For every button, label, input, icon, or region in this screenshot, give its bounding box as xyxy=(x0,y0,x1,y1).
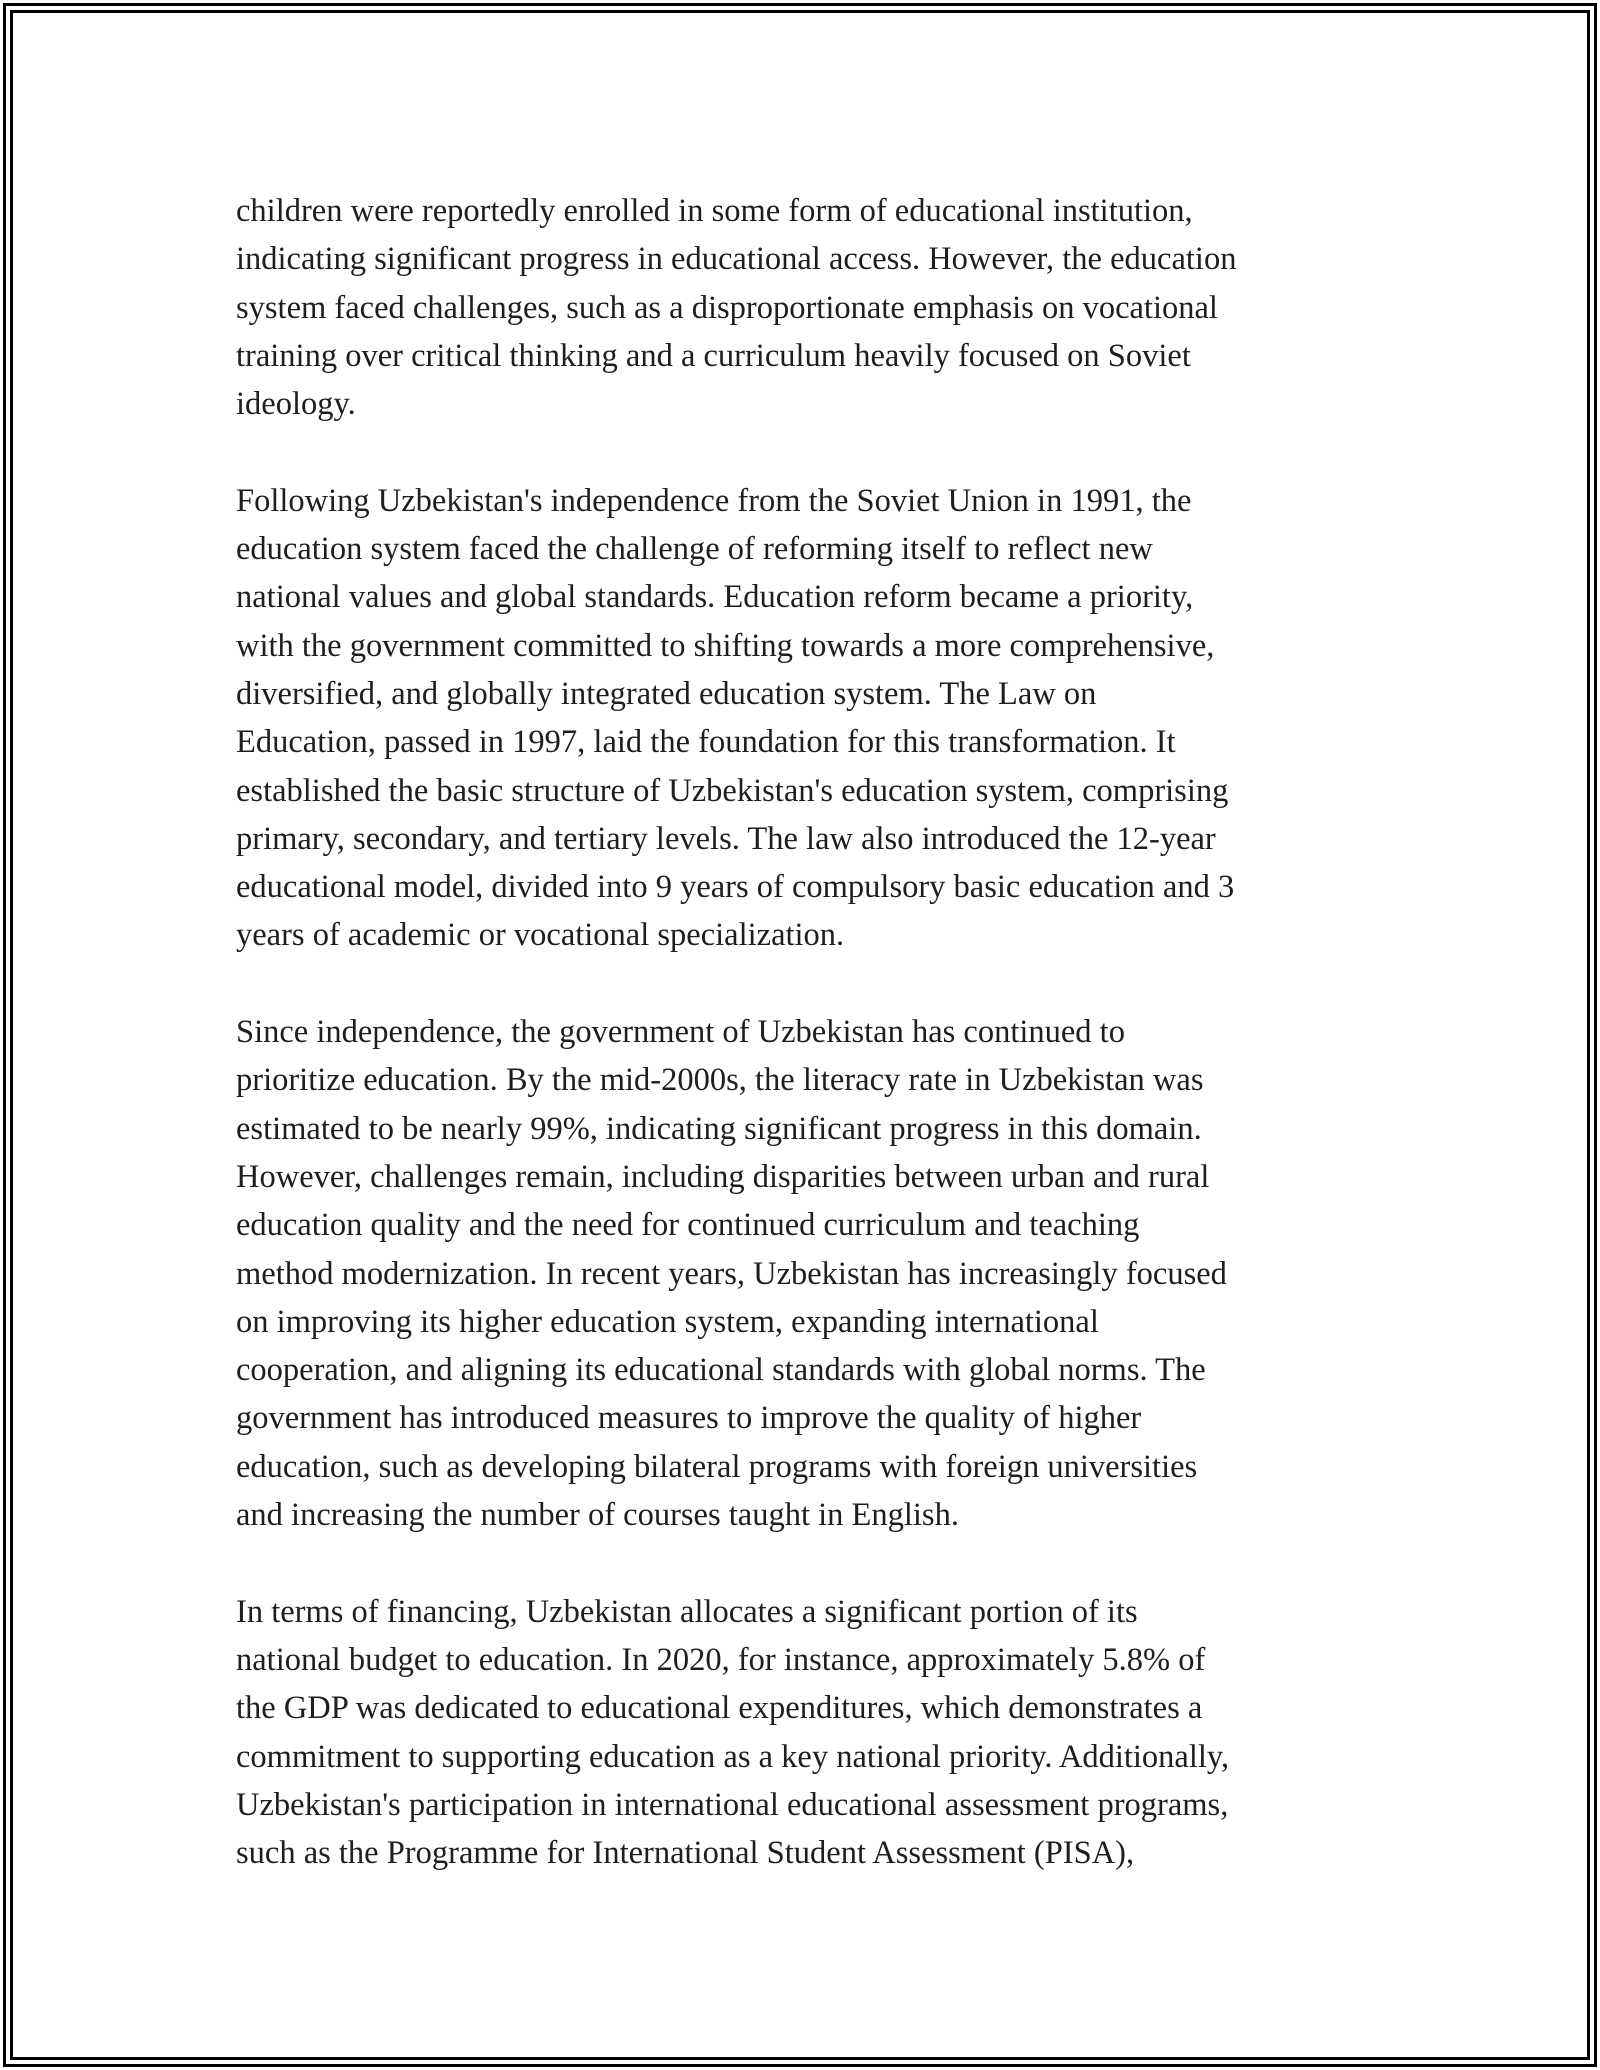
text-line: Education, passed in 1997, laid the foundation for this transformation. It xyxy=(236,724,1176,761)
text-line: cooperation, and aligning its educational standards with global norms. The xyxy=(236,1352,1206,1389)
text-line: diversified, and globally integrated education system. The Law on xyxy=(236,675,1097,712)
paragraph-1 xyxy=(236,187,1386,428)
text-line: with the government committed to shifting towards a more comprehensive, xyxy=(236,627,1215,664)
text-line: indicating significant progress in educational access. However, the education xyxy=(236,241,1237,278)
text-line: ideology. xyxy=(236,386,356,423)
text-line: government has introduced measures to improve the quality of higher xyxy=(236,1400,1142,1437)
text-line: years of academic or vocational specialization. xyxy=(236,917,845,954)
text-line: education quality and the need for continued curriculum and teaching xyxy=(236,1207,1140,1244)
text-line: prioritize education. By the mid-2000s, the literacy rate in Uzbekistan was xyxy=(236,1062,1204,1099)
text-line: education system faced the challenge of reforming itself to reflect new xyxy=(236,531,1153,568)
text-line: method modernization. In recent years, Uzbekistan has increasingly focused xyxy=(236,1255,1227,1292)
text-line: estimated to be nearly 99%, indicating significant progress in this domain. xyxy=(236,1110,1202,1147)
text-line: on improving its higher education system, expanding international xyxy=(236,1303,1099,1340)
paragraph-3 xyxy=(236,1008,1386,1539)
text-line: Uzbekistan's participation in international educational assessment programs, xyxy=(236,1786,1229,1823)
text-line: However, challenges remain, including disparities between urban and rural xyxy=(236,1158,1210,1195)
text-line: national values and global standards. Education reform became a priority, xyxy=(236,579,1194,616)
text-line: such as the Programme for International Student Assessment (PISA), xyxy=(236,1835,1135,1872)
paragraph-2 xyxy=(236,477,1386,960)
text-line: primary, secondary, and tertiary levels. The law also introduced the 12-year xyxy=(236,820,1216,857)
document-body xyxy=(236,187,1386,1926)
text-line: the GDP was dedicated to educational expenditures, which demonstrates a xyxy=(236,1690,1203,1727)
text-line: Following Uzbekistan's independence from the Soviet Union in 1991, the xyxy=(236,482,1192,519)
text-line: national budget to education. In 2020, for instance, approximately 5.8% of xyxy=(236,1641,1206,1678)
text-line: system faced challenges, such as a disproportionate emphasis on vocational xyxy=(236,289,1218,326)
text-line: children were reportedly enrolled in some form of educational institution, xyxy=(236,193,1193,229)
text-line: Since independence, the government of Uzbekistan has continued to xyxy=(236,1014,1125,1051)
text-line: educational model, divided into 9 years of compulsory basic education and 3 xyxy=(236,869,1235,906)
text-line: and increasing the number of courses taught in English. xyxy=(236,1497,959,1534)
text-line: established the basic structure of Uzbekistan's education system, comprising xyxy=(236,772,1229,809)
text-line: training over critical thinking and a curriculum heavily focused on Soviet xyxy=(236,337,1191,374)
text-line: In terms of financing, Uzbekistan allocates a significant portion of its xyxy=(236,1593,1138,1630)
text-line: education, such as developing bilateral programs with foreign universities xyxy=(236,1448,1198,1485)
paragraph-4 xyxy=(236,1588,1386,1878)
text-line: commitment to supporting education as a key national priority. Additionally, xyxy=(236,1738,1230,1775)
